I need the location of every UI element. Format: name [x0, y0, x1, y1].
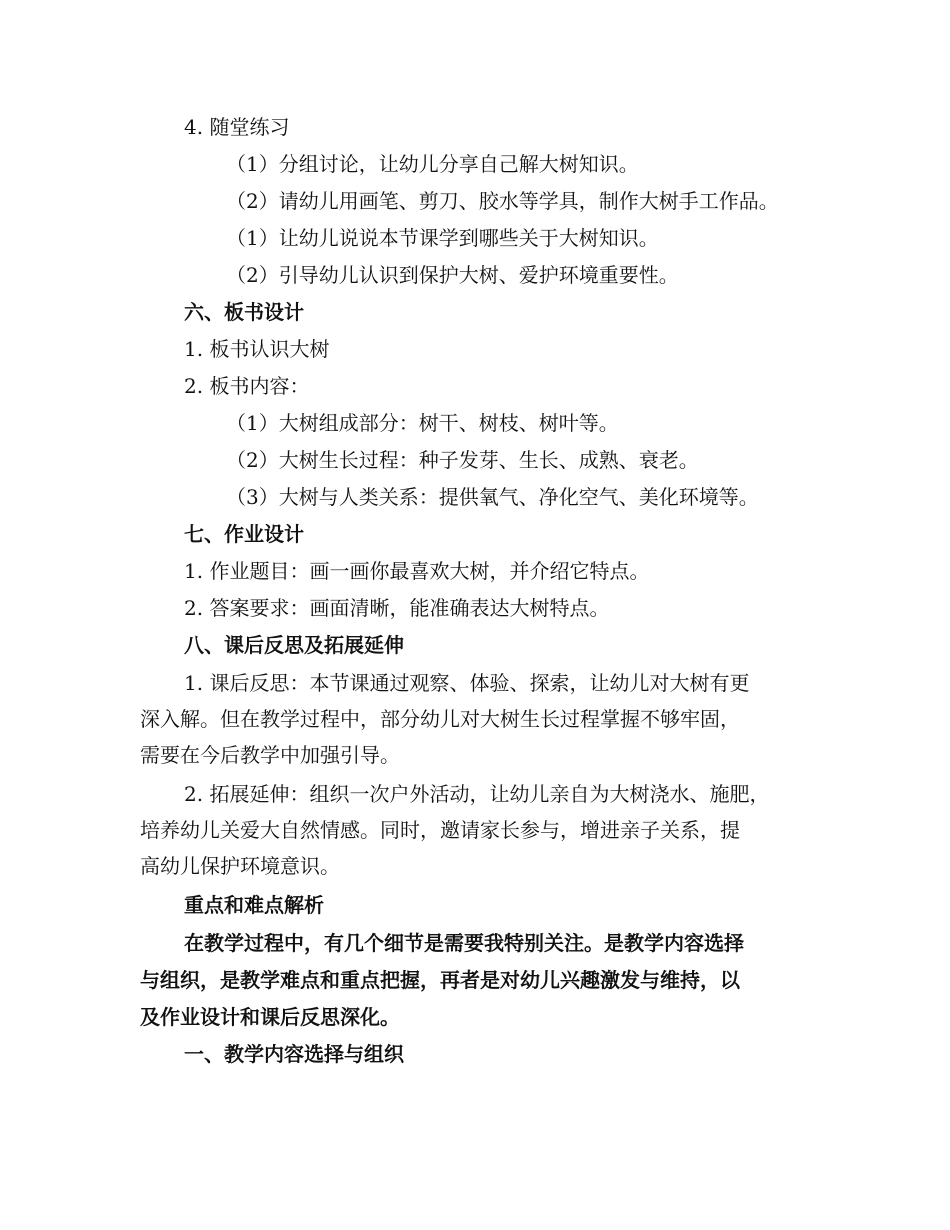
practice-heading: 4. 随堂练习: [184, 115, 290, 139]
extension-paragraph-line: 高幼儿保护环境意识。: [140, 854, 340, 878]
board-item: 1. 板书认识大树: [184, 337, 330, 361]
section-heading-homework: 七、作业设计: [184, 522, 304, 546]
section-heading-board: 六、板书设计: [184, 300, 304, 324]
homework-item: 1. 作业题目：画一画你最喜欢大树，并介绍它特点。: [184, 559, 650, 583]
homework-item: 2. 答案要求：画面清晰，能准确表达大树特点。: [184, 596, 610, 620]
board-item: 2. 板书内容：: [184, 374, 310, 398]
practice-item: （1）分组讨论，让幼儿分享自己解大树知识。: [226, 152, 639, 176]
reflection-paragraph-line: 需要在今后教学中加强引导。: [140, 743, 400, 767]
practice-item: （1）让幼儿说说本节课学到哪些关于大树知识。: [226, 226, 659, 250]
section-heading-reflection: 八、课后反思及拓展延伸: [184, 633, 404, 657]
reflection-paragraph-line: 深入解。但在教学过程中，部分幼儿对大树生长过程掌握不够牢固，: [140, 707, 740, 731]
practice-item: （2）引导幼儿认识到保护大树、爱护环境重要性。: [226, 263, 679, 287]
board-sub-item: （1）大树组成部分：树干、树枝、树叶等。: [226, 411, 619, 435]
board-sub-item: （2）大树生长过程：种子发芽、生长、成熟、衰老。: [226, 448, 699, 472]
section-heading-content: 一、教学内容选择与组织: [184, 1042, 404, 1066]
reflection-paragraph-line: 1. 课后反思：本节课通过观察、体验、探索，让幼儿对大树有更: [184, 671, 750, 695]
analysis-paragraph-line: 在教学过程中，有几个细节是需要我特别关注。是教学内容选择: [184, 931, 744, 955]
analysis-paragraph-line: 与组织，是教学难点和重点把握，再者是对幼儿兴趣激发与维持，以: [140, 968, 740, 992]
practice-item: （2）请幼儿用画笔、剪刀、胶水等学具，制作大树手工作品。: [226, 189, 779, 213]
extension-paragraph-line: 2. 拓展延伸：组织一次户外活动，让幼儿亲自为大树浇水、施肥，: [184, 782, 770, 806]
board-sub-item: （3）大树与人类关系：提供氧气、净化空气、美化环境等。: [226, 485, 759, 509]
section-heading-analysis: 重点和难点解析: [184, 893, 324, 917]
analysis-paragraph-line: 及作业设计和课后反思深化。: [140, 1005, 400, 1029]
extension-paragraph-line: 培养幼儿关爱大自然情感。同时，邀请家长参与，增进亲子关系，提: [140, 818, 740, 842]
